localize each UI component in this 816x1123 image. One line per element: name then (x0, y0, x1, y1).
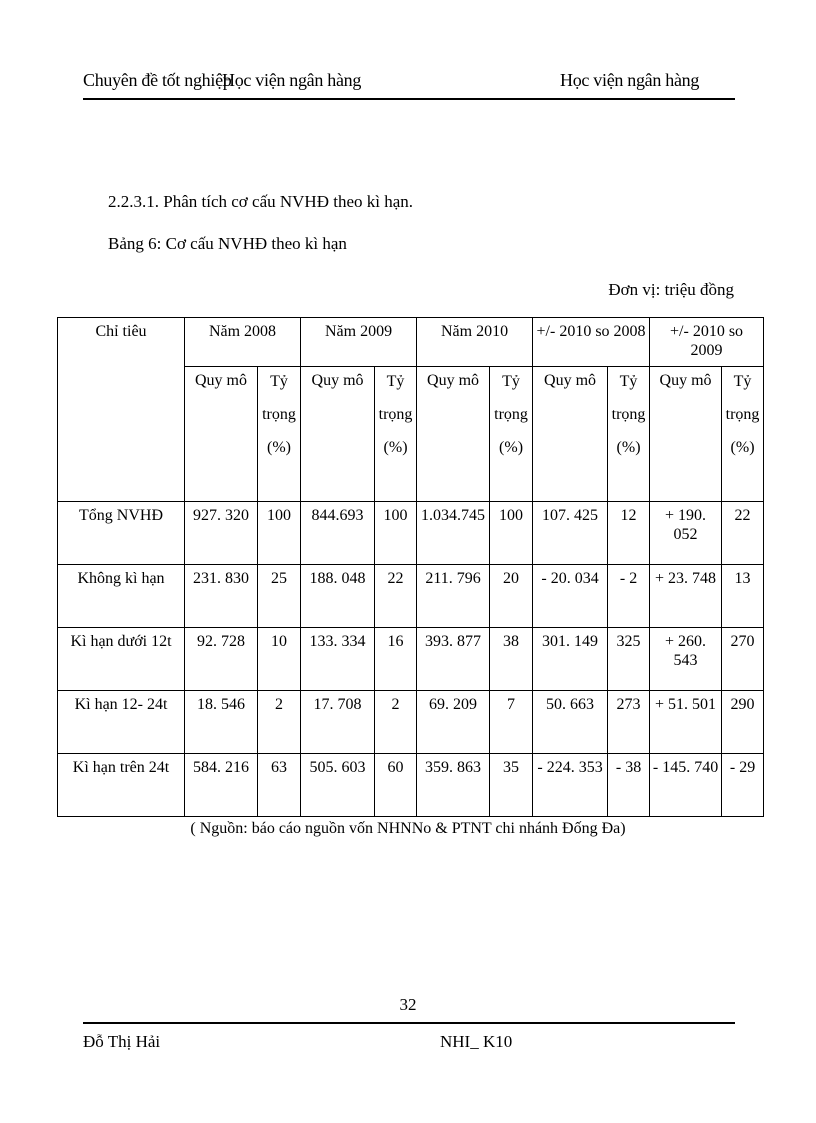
sub-header-scale: Quy mô (301, 367, 375, 502)
cell-scale: - 145. 740 (650, 754, 722, 817)
cell-share: 16 (375, 628, 417, 691)
cell-scale: 188. 048 (301, 565, 375, 628)
cell-scale: + 190. 052 (650, 502, 722, 565)
cell-share: 60 (375, 754, 417, 817)
sub-header-scale: Quy mô (533, 367, 608, 502)
cell-share: 22 (722, 502, 764, 565)
cell-scale: + 51. 501 (650, 691, 722, 754)
header-school-left: Học viện ngân hàng (222, 70, 362, 90)
cell-share: 325 (608, 628, 650, 691)
cell-scale: 211. 796 (417, 565, 490, 628)
footer-rule (83, 1022, 735, 1024)
group-header: Năm 2009 (301, 318, 417, 367)
header-rule (83, 98, 735, 100)
capital-structure-table (57, 317, 764, 817)
group-header: +/- 2010 so 2009 (650, 318, 764, 367)
cell-share: 20 (490, 565, 533, 628)
cell-share: 2 (258, 691, 301, 754)
group-header: Năm 2008 (185, 318, 301, 367)
cell-share: 290 (722, 691, 764, 754)
cell-scale: 69. 209 (417, 691, 490, 754)
cell-share: 100 (375, 502, 417, 565)
unit-note: Đơn vị: triệu đồng (608, 280, 734, 299)
row-label: Kì hạn dưới 12t (58, 628, 185, 691)
header-thesis-title: Chuyên đề tốt nghiệp (83, 70, 232, 90)
cell-share: 7 (490, 691, 533, 754)
table-body (58, 502, 764, 817)
row-label: Kì hạn 12- 24t (58, 691, 185, 754)
cell-share: 22 (375, 565, 417, 628)
cell-scale: 1.034.745 (417, 502, 490, 565)
cell-share: 2 (375, 691, 417, 754)
cell-share: 10 (258, 628, 301, 691)
cell-scale: 359. 863 (417, 754, 490, 817)
cell-scale: + 23. 748 (650, 565, 722, 628)
footer-class-code: NHI_ K10 (440, 1032, 513, 1051)
table-row (58, 502, 764, 565)
sub-header-share: Tỷ trọng (%) (608, 367, 650, 502)
cell-scale: 584. 216 (185, 754, 258, 817)
sub-header-scale: Quy mô (417, 367, 490, 502)
footer-author: Đỗ Thị Hải (83, 1032, 161, 1051)
header-school-right: Học viện ngân hàng (560, 70, 700, 90)
table-row (58, 628, 764, 691)
cell-scale: 107. 425 (533, 502, 608, 565)
table-row (58, 691, 764, 754)
cell-scale: - 224. 353 (533, 754, 608, 817)
cell-scale: 50. 663 (533, 691, 608, 754)
table-caption: Bảng 6: Cơ cấu NVHĐ theo kì hạn (108, 234, 347, 253)
section-title: 2.2.3.1. Phân tích cơ cấu NVHĐ theo kì hạn. (108, 192, 414, 211)
page-number: 32 (399, 995, 417, 1014)
sub-header-share: Tỷ trọng (%) (375, 367, 417, 502)
group-header: Năm 2010 (417, 318, 533, 367)
group-header: +/- 2010 so 2008 (533, 318, 650, 367)
cell-scale: 301. 149 (533, 628, 608, 691)
sub-header-share: Tỷ trọng (%) (258, 367, 301, 502)
cell-share: - 2 (608, 565, 650, 628)
cell-scale: 133. 334 (301, 628, 375, 691)
cell-scale: 927. 320 (185, 502, 258, 565)
cell-scale: 231. 830 (185, 565, 258, 628)
cell-scale: 844.693 (301, 502, 375, 565)
cell-scale: + 260. 543 (650, 628, 722, 691)
sub-header-scale: Quy mô (650, 367, 722, 502)
sub-header-scale: Quy mô (185, 367, 258, 502)
cell-share: 38 (490, 628, 533, 691)
table-row (58, 754, 764, 817)
header-indicator: Chỉ tiêu (58, 318, 185, 502)
cell-scale: 92. 728 (185, 628, 258, 691)
sub-header-share: Tỷ trọng (%) (722, 367, 764, 502)
row-label: Không kì hạn (58, 565, 185, 628)
cell-share: 35 (490, 754, 533, 817)
cell-share: 25 (258, 565, 301, 628)
cell-share: 12 (608, 502, 650, 565)
cell-share: - 29 (722, 754, 764, 817)
cell-share: 273 (608, 691, 650, 754)
sub-header-share: Tỷ trọng (%) (490, 367, 533, 502)
cell-scale: 18. 546 (185, 691, 258, 754)
cell-share: 100 (490, 502, 533, 565)
row-label: Kì hạn trên 24t (58, 754, 185, 817)
cell-share: 63 (258, 754, 301, 817)
cell-share: 100 (258, 502, 301, 565)
cell-share: - 38 (608, 754, 650, 817)
cell-scale: - 20. 034 (533, 565, 608, 628)
cell-scale: 393. 877 (417, 628, 490, 691)
cell-scale: 505. 603 (301, 754, 375, 817)
cell-share: 270 (722, 628, 764, 691)
table-row (58, 565, 764, 628)
cell-share: 13 (722, 565, 764, 628)
cell-scale: 17. 708 (301, 691, 375, 754)
source-note: ( Nguồn: báo cáo nguồn vốn NHNNo & PTNT chi nhánh Đống Đa) (190, 820, 626, 837)
row-label: Tổng NVHĐ (58, 502, 185, 565)
